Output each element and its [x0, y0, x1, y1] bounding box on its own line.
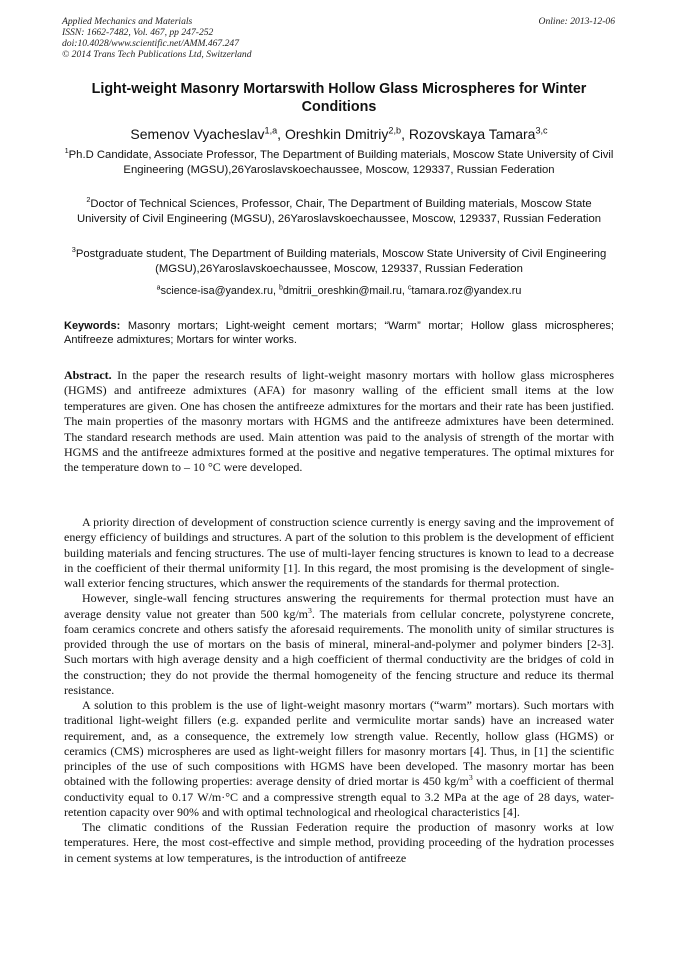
paragraph: A solution to this problem is the use of light-weight masonry mortars (“warm” mortars). Such mortars with traditional light-weight fillers (e.g. expanded perlite and vermiculite mortar sands) have an increased water requirement, and, as a consequence, the extremely low strength value. Recently, hollow glass (HGMS) or ceramics (CMS) microspheres are used as light-weight fillers for masonry mortars [4]. Thus, in [1] the scientific principles of the use of such compositions with HGMS have been developed. The masonry mortar has been obtained with the following properties: average density of dried mortar is 450 $kg/m^3$ with a coefficient of thermal conductivity equal to 0.17 W/m·°C and a compressive strength equal to 3.2 MPa at the age of 28 days, water-retention capacity over 90% and with optimal technological and rheological characteristics [4]. [64, 698, 615, 819]
author-name: Semenov Vyacheslav [130, 126, 265, 142]
paragraph: A priority direction of development of construction science currently is energy saving and the improvement of energy efficiency of buildings and structures. A part of the solution to this problem is the development of efficient building materials and fencing structures. The use of multi-layer fencing structures is known to lead to a decrease in the coefficient of their thermal uniformity [1]. In this regard, the most promising is the development of single-wall exterior fencing structures, which answer the requirements of the standards for thermal protection. [64, 515, 614, 590]
affiliation-2: $^2$Doctor of Technical Sciences, Professor, Chair, The Department of Building materials, Moscow State University of Civil Engineering (MGSU), 26Yaroslavskoechaussee, Moscow, 129337, Russian Federation [76, 195, 602, 226]
body-text [64, 515, 614, 866]
keywords-text: Masonry mortars; Light-weight cement mortars; “Warm” mortar; Hollow glass microspheres; Antifreeze admixtures; Mortars for winter works. [64, 320, 614, 347]
author-sup: 2,b [388, 125, 402, 136]
copyright-line: © 2014 Trans Tech Publications Ltd, Switzerland [62, 49, 252, 60]
keywords-section [64, 319, 614, 347]
abstract-text: In the paper the research results of light-weight masonry mortars with hollow glass microspheres (HGMS) and antifreeze admixtures (AFA) for masonry walling of the efficient small items at the low temperatures are given. One has chosen the antifreeze admixtures for the mortars and their rate has been justified. The main properties of the masonry mortars with HGMS and the antifreeze admixtures have been determined. The standard research methods are used. Main attention was paid to the analysis of strength of the mortar with HGMS and the antifreeze admixtures formed at the positive and negative temperatures. The optimal mixtures for the temperature down to – 10 °C were developed. [64, 368, 614, 475]
journal-name: Applied Mechanics and Materials [62, 16, 193, 27]
paragraph: However, single-wall fencing structures answering the requirements for thermal protection must have an average density value not greater than 500 $kg/m^3$. The materials from cellular concrete, polystyrene concrete, foam ceramics concrete and others satisfy the aforesaid requirements. The monolith unity of similar structures is provided through the use of mortars on the basis of mineral, mineral-and-polymer and polymer binders [2-3]. Such mortars with high average density and a high coefficient of thermal conductivity are the bridges of cold in the construction; they do not provide the thermal homogeneity of the fencing structure and reduce its thermal resistance. [64, 591, 614, 697]
journal-header [62, 16, 252, 60]
abstract-section [64, 368, 614, 476]
issn-line: ISSN: 1662-7482, Vol. 467, pp 247-252 [62, 27, 214, 38]
author-sup: 3,c [535, 125, 548, 136]
email-link[interactable]: science-isa@yandex.ru [160, 285, 273, 297]
email-link[interactable]: dmitrii_oreshkin@mail.ru [282, 285, 402, 297]
abstract-label: Abstract. [64, 368, 112, 382]
paper-title: Light-weight Masonry Mortarswith Hollow Glass Microspheres for Winter Conditions [91, 81, 587, 115]
affiliation-1: $^1$Ph.D Candidate, Associate Professor, The Department of Building materials, Moscow State University of Civil Engineering (MGSU),26Yaroslavskoechaussee, Moscow, 129337, Russian Federation [64, 146, 614, 177]
email-link[interactable]: tamara.roz@yandex.ru [411, 285, 522, 297]
author-sup: 1,a [264, 125, 278, 136]
author-name: Rozovskaya Tamara [408, 126, 536, 142]
keywords-label: Keywords: [64, 320, 121, 332]
online-date: Online: 2013-12-06 [538, 16, 615, 27]
author-list: Semenov Vyacheslav$^{1,a}$, Oreshkin Dmitriy$^{2,b}$, Rozovskaya Tamara$^{3,c}$ [130, 125, 548, 142]
affiliation-3: $^3$Postgraduate student, The Department of Building materials, Moscow State University of Civil Engineering (MGSU),26Yaroslavskoechaussee, Moscow, 129337, Russian Federation [71, 245, 607, 276]
author-name: Oreshkin Dmitriy [284, 126, 389, 142]
author-emails: $^a$science-isa@yandex.ru, $^b$dmitrii_oreshkin@mail.ru, $^c$tamara.roz@yandex.ru [156, 284, 522, 297]
doi-line: doi:10.4028/www.scientific.net/AMM.467.247 [62, 38, 240, 49]
paragraph: The climatic conditions of the Russian Federation require the production of masonry works at low temperatures. Here, the most cost-effective and simple method, providing proceeding of the hydration processes in cement systems at low temperatures, is the introduction of antifreeze [64, 820, 614, 865]
